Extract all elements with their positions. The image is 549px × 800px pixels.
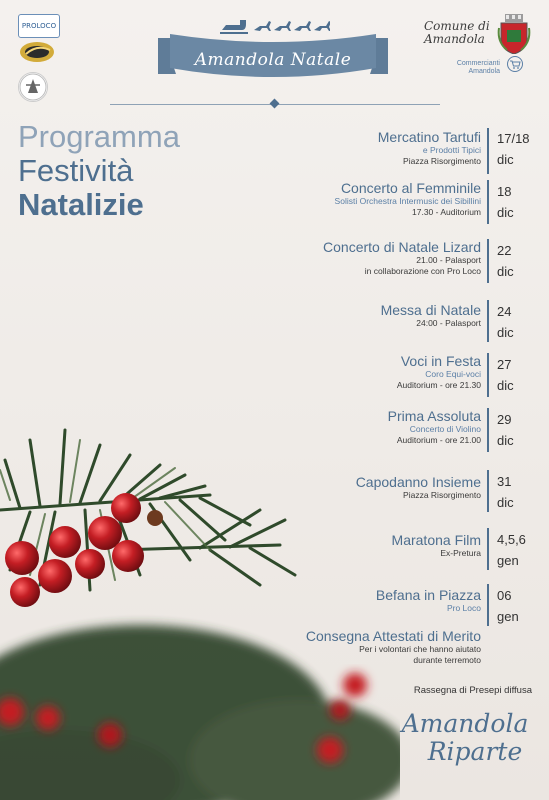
amandola-riparte-logo	[390, 710, 540, 766]
event-date-day: 17/18	[497, 131, 530, 146]
event-date-month: gen	[497, 553, 519, 568]
event-date-month: dic	[497, 205, 514, 220]
shopping-cart-icon	[506, 56, 524, 72]
title-line-3: Natalizie	[18, 187, 144, 222]
event-divider	[487, 180, 489, 224]
event-detail: Auditorium - ore 21.00	[396, 435, 481, 445]
comune-label: Comune di Amandola	[424, 19, 490, 46]
event-item	[181, 408, 481, 446]
event-item	[181, 129, 481, 167]
riparte-line-1: Amandola	[401, 709, 529, 738]
event-date-day: 31	[497, 474, 512, 489]
event-date-day: 22	[497, 243, 512, 258]
event-date-day: 06	[497, 588, 512, 603]
event-divider	[487, 353, 489, 397]
event-title: Consegna Attestati di Merito	[305, 628, 481, 644]
event-date-day: 18	[497, 184, 512, 199]
coat-of-arms-icon	[497, 14, 531, 54]
event-date-day: 24	[497, 304, 512, 319]
event-date	[497, 409, 543, 451]
event-divider	[487, 128, 489, 174]
event-title: Prima Assoluta	[387, 408, 481, 424]
event-divider	[487, 300, 489, 342]
event-item	[181, 587, 481, 614]
event-title: Messa di Natale	[380, 302, 481, 318]
event-item	[181, 353, 481, 391]
event-detail: 24:00 - Palasport	[416, 318, 481, 328]
proloco-logo	[18, 14, 60, 38]
event-date-month: dic	[497, 152, 514, 167]
title-line-2: Festività	[18, 153, 134, 188]
event-divider	[487, 528, 489, 570]
event-date-month: dic	[497, 325, 514, 340]
event-divider	[487, 408, 489, 452]
event-date-month: dic	[497, 495, 514, 510]
event-date	[497, 471, 543, 513]
event-date	[497, 240, 543, 282]
event-divider	[487, 239, 489, 283]
title-line-1: Programma	[18, 119, 180, 154]
event-detail: 21.00 - Palasport	[416, 255, 481, 265]
event-date-month: gen	[497, 609, 519, 624]
event-date	[497, 585, 543, 627]
event-title: Capodanno Insieme	[355, 474, 481, 490]
event-title: Concerto al Femminile	[340, 180, 481, 196]
event-date	[497, 529, 543, 571]
event-date	[497, 301, 543, 343]
event-title: Befana in Piazza	[375, 587, 481, 603]
event-item	[181, 532, 481, 559]
event-date-day: 4,5,6	[497, 532, 526, 547]
event-date-day: 27	[497, 357, 512, 372]
event-detail: Auditorium - ore 21.30	[396, 380, 481, 390]
event-detail: 17.30 - Auditorium	[412, 207, 481, 217]
event-divider	[487, 470, 489, 512]
event-detail: Per i volontari che hanno aiutato	[359, 644, 481, 654]
event-title: Concerto di Natale Lizard	[323, 239, 481, 255]
event-title: Voci in Festa	[400, 353, 481, 369]
event-date	[497, 354, 543, 396]
event-detail: durante terremoto	[413, 655, 481, 665]
event-title: Maratona Film	[391, 532, 481, 548]
page-title	[18, 120, 180, 222]
event-item	[181, 180, 481, 218]
emblem-logo	[18, 40, 56, 64]
event-subtitle: e Prodotti Tipici	[422, 145, 481, 155]
rassegna-presepi-label: Rassegna di Presepi diffusa	[413, 685, 532, 696]
event-subtitle: Pro Loco	[446, 603, 481, 613]
event-title: Mercatino Tartufi	[377, 129, 481, 145]
event-divider	[487, 584, 489, 626]
event-date-day: 29	[497, 412, 512, 427]
riparte-line-2: Riparte	[427, 737, 523, 766]
event-date	[497, 128, 543, 170]
event-item	[151, 628, 481, 666]
association-logo	[18, 72, 48, 102]
banner-title: Amandola Natale	[194, 50, 352, 70]
event-item	[181, 302, 481, 329]
event-item	[181, 474, 481, 501]
event-detail: Piazza Risorgimento	[403, 156, 481, 166]
divider-diamond-icon	[270, 99, 280, 109]
event-subtitle: Coro Equi-voci	[425, 369, 481, 379]
event-subtitle: Solisti Orchestra Intermusic dei Sibillini	[334, 196, 481, 206]
event-item	[181, 239, 481, 277]
event-date-month: dic	[497, 378, 514, 393]
event-detail: Ex-Pretura	[440, 548, 481, 558]
proloco-logo-text: PROLOCO	[21, 22, 57, 30]
event-date-month: dic	[497, 433, 514, 448]
event-detail: in collaborazione con Pro Loco	[364, 266, 481, 276]
event-date-month: dic	[497, 264, 514, 279]
event-detail: Piazza Risorgimento	[403, 490, 481, 500]
event-date	[497, 181, 543, 223]
event-subtitle: Concerto di Violino	[409, 424, 481, 434]
commercianti-label: Commercianti Amandola	[456, 60, 500, 75]
amandola-natale-banner	[158, 14, 388, 84]
